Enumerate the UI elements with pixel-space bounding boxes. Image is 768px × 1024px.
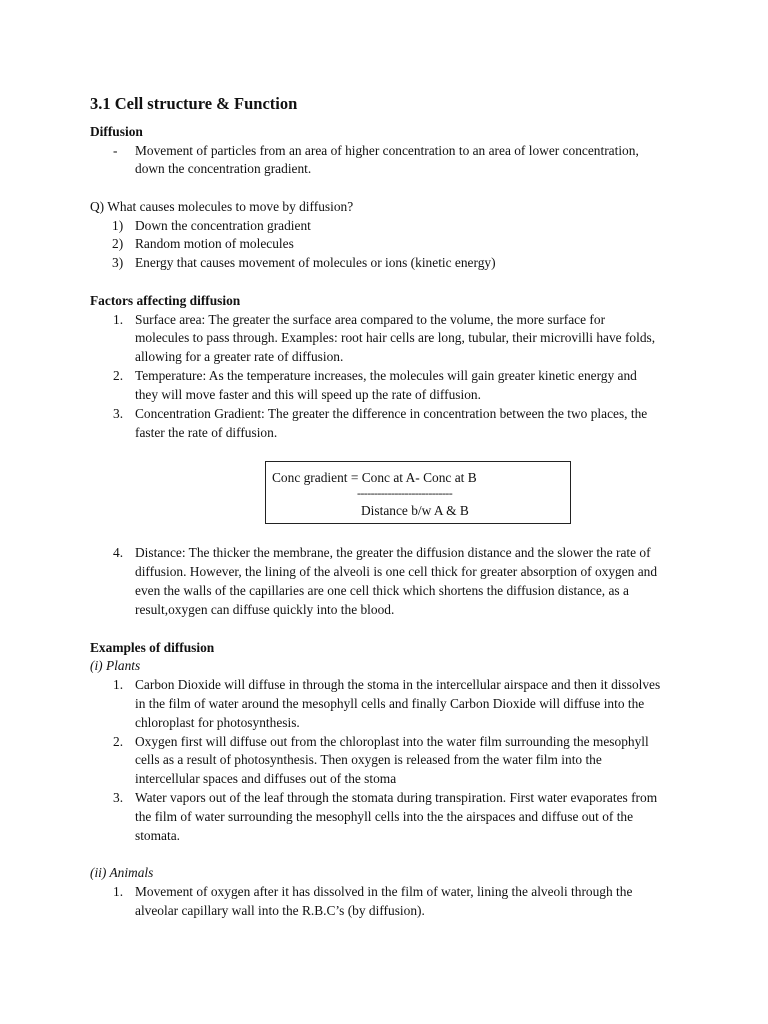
list-item-line: result,oxygen can diffuse quickly into the blood. [135,602,395,617]
list-number: 2. [113,734,124,749]
formula-numerator: Conc gradient = Conc at A- Conc at B [272,470,477,485]
list-number: 4. [113,545,124,560]
list-item-line: Carbon Dioxide will diffuse in through the stoma in the intercellular airspace and then it dissolves [135,677,661,692]
plants-subheading: (i) Plants [90,658,141,673]
list-item-line: alveolar capillary wall into the R.B.C’s (by diffusion). [135,903,425,918]
list-number: 1. [113,884,124,899]
list-item-line: diffusion. However, the lining of the alveoli is one cell thick for greater absorption of oxygen and [135,564,658,579]
definition-line: Movement of particles from an area of higher concentration to an area of lower concentration, [135,143,639,158]
list-item-line: faster the rate of diffusion. [135,425,278,440]
list-number: 3. [113,406,124,421]
list-item-line: Movement of oxygen after it has dissolved in the film of water, lining the alveoli through the [135,884,633,899]
answer-number: 1) [112,218,124,233]
list-number: 3. [113,790,124,805]
list-item-line: chloroplast for photosynthesis. [135,715,300,730]
list-item-line: Water vapors out of the leaf through the stomata during transpiration. First water evaporates from [135,790,658,805]
answer-number: 2) [112,236,124,251]
list-item-line: in the film of water around the mesophyll cells and finally Carbon Dioxide will diffuse into the [135,696,645,711]
list-item-line: Surface area: The greater the surface area compared to the volume, the more surface for [135,312,606,327]
question-text: Q) What causes molecules to move by diffusion? [90,199,354,214]
answer-text: Random motion of molecules [135,236,294,251]
answer-text: Down the concentration gradient [135,218,311,233]
list-item-line: molecules to pass through. Examples: root hair cells are long, tubular, their microvilli have folds, [135,330,656,345]
definition-line: down the concentration gradient. [135,161,312,176]
list-item-line: even the walls of the capillaries are one cell thick which shortens the diffusion distance, as a [135,583,629,598]
formula-denominator: Distance b/w A & B [361,503,469,518]
list-item-line: Temperature: As the temperature increases, the molecules will gain greater kinetic energy and [135,368,637,383]
list-item-line: intercellular spaces and diffuses out of the stoma [135,771,397,786]
list-item-line: Oxygen first will diffuse out from the chloroplast into the water film surrounding the mesophyll [135,734,649,749]
list-item-line: Distance: The thicker the membrane, the greater the diffusion distance and the slower the rate of [135,545,651,560]
examples-heading: Examples of diffusion [90,640,215,655]
list-item-line: stomata. [135,828,180,843]
list-number: 2. [113,368,124,383]
list-number: 1. [113,677,124,692]
list-item-line: allowing for a greater rate of diffusion. [135,349,344,364]
answer-text: Energy that causes movement of molecules or ions (kinetic energy) [135,255,496,270]
animals-subheading: (ii) Animals [90,865,154,880]
list-item-line: cells as a result of photosynthesis. Then oxygen is released from the water film into the [135,752,602,767]
answer-number: 3) [112,255,124,270]
formula-fraction-rule: ---------------------------- [357,486,453,500]
list-number: 1. [113,312,124,327]
bullet-dash: - [113,143,118,158]
page-title: 3.1 Cell structure & Function [90,94,298,113]
diffusion-heading: Diffusion [90,124,143,139]
list-item-line: they will move faster and this will speed up the rate of diffusion. [135,387,481,402]
list-item-line: the film of water surrounding the mesophyll cells into the the airspaces and diffuse out of the [135,809,634,824]
list-item-line: Concentration Gradient: The greater the difference in concentration between the two places, the [135,406,648,421]
factors-heading: Factors affecting diffusion [90,293,241,308]
